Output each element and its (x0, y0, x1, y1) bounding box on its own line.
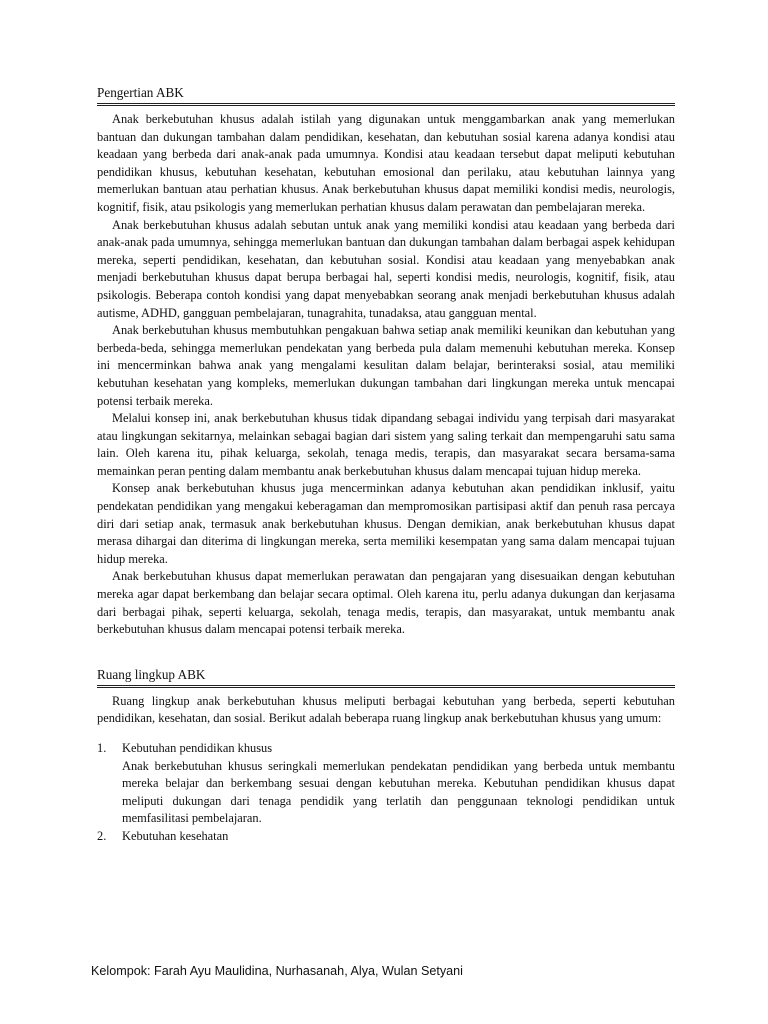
paragraph: Anak berkebutuhan khusus adalah sebutan untuk anak yang memiliki kondisi atau keadaan yang berbeda dari anak-anak pada umumnya, sehingga memerlukan bantuan dan dukungan tambahan dalam berbagai aspek kehidupan mereka, seperti pendidikan, kesehatan, dan kebutuhan sosial. Kondisi atau keadaan yang menyebabkan anak menjadi berkebutuhan khusus dapat berupa berbagai hal, seperti kondisi medis, neurologis, kognitif, fisik, atau psikologis. Beberapa contoh kondisi yang dapat menyebabkan seorang anak menjadi berkebutuhan khusus adalah autisme, ADHD, gangguan pembelajaran, tunagrahita, tunadaksa, atau gangguan mental. (97, 217, 675, 320)
list-item-number: 2. (97, 828, 107, 843)
scope-list (97, 740, 675, 846)
section-heading-pengertian: Pengertian ABK (97, 84, 675, 104)
paragraph: Anak berkebutuhan khusus membutuhkan pengakuan bahwa setiap anak memiliki keunikan dan kebutuhan yang berbeda-beda, sehingga memerlukan pendekatan yang berbeda pula dalam memenuhi kebutuhan mereka. Konsep ini mencerminkan bahwa anak yang mengalami kesulitan dalam belajar, berinteraksi sosial, atau memiliki kebutuhan kesehatan yang kompleks, memerlukan dukungan tambahan dari lingkungan mereka untuk mencapai potensi terbaik mereka. (97, 323, 675, 408)
section-ruang-lingkup (97, 666, 675, 846)
paragraph: Anak berkebutuhan khusus adalah istilah yang digunakan untuk menggambarkan anak yang memerlukan bantuan dan dukungan tambahan dalam pendidikan, kesehatan, dan kebutuhan sosial karena adanya kondisi atau keadaan yang berbeda dari anak-anak pada umumnya. Kondisi atau keadaan tersebut dapat meliputi kebutuhan pendidikan khusus, kebutuhan kesehatan, kebutuhan emosional dan perilaku, atau kebutuhan lainnya yang memerlukan bantuan atau perhatian khusus. Anak berkebutuhan khusus dapat memiliki kondisi medis, neurologis, kognitif, fisik, atau psikologis yang memerlukan perhatian khusus dalam perawatan dan pembelajaran mereka. (97, 112, 675, 214)
list-item (97, 828, 675, 846)
section-body-ruang-lingkup (97, 693, 675, 846)
list-item-number: 1. (97, 741, 107, 755)
section-body-pengertian (97, 111, 675, 639)
paragraph: Konsep anak berkebutuhan khusus juga mencerminkan adanya kebutuhan akan pendidikan inklusif, yaitu pendekatan pendidikan yang mengakui keberagaman dan mempromosikan partisipasi aktif dan penuh rasa percaya diri dari setiap anak, termasuk anak berkebutuhan khusus. Dengan demikian, anak berkebutuhan khusus dapat merasa dihargai dan diterima di lingkungan mereka, serta memiliki kesempatan yang sama dalam mencapai tujuan hidup mereka. (97, 481, 675, 566)
list-item-title: Kebutuhan pendidikan khusus (122, 741, 273, 755)
list-item-title: Kebutuhan kesehatan (122, 828, 229, 843)
footer-group-members: Kelompok: Farah Ayu Maulidina, Nurhasanah, Alya, Wulan Setyani (91, 964, 463, 978)
intro-paragraph: Ruang lingkup anak berkebutuhan khusus meliputi berbagai kebutuhan yang berbeda, seperti kebutuhan pendidikan, kesehatan, dan sosial. Berikut adalah beberapa ruang lingkup anak berkebutuhan khusus yang umum: (97, 693, 675, 726)
document-page (97, 84, 675, 846)
section-heading-ruang-lingkup: Ruang lingkup ABK (97, 666, 675, 686)
paragraph: Melalui konsep ini, anak berkebutuhan khusus tidak dipandang sebagai individu yang terpisah dari masyarakat atau lingkungan sekitarnya, melainkan sebagai bagian dari sistem yang saling terkait dan mempengaruhi satu sama lain. Oleh karena itu, pihak keluarga, sekolah, tenaga medis, terapis, dan masyarakat secara bersama-sama memainkan peran penting dalam membantu anak berkebutuhan khusus dalam mencapai tujuan hidup mereka. (97, 411, 675, 478)
paragraph: Anak berkebutuhan khusus dapat memerlukan perawatan dan pengajaran yang disesuaikan dengan kebutuhan mereka agar dapat berkembang dan belajar secara optimal. Oleh karena itu, perlu adanya dukungan dan kerjasama dari berbagai pihak, seperti keluarga, sekolah, tenaga medis, terapis, dan masyarakat, untuk membantu anak berkebutuhan khusus dalam mencapai potensi terbaik mereka. (97, 569, 675, 637)
list-item-body: Anak berkebutuhan khusus seringkali memerlukan pendekatan pendidikan yang berbeda untuk membantu mereka belajar dan berkembang sesuai dengan kebutuhan mereka. Kebutuhan pendidikan khusus dapat meliputi dukungan dari tenaga pendidik yang terlatih dan penggunaan teknologi pendidikan untuk memfasilitasi pembelajaran. (122, 758, 675, 826)
list-item (97, 740, 675, 828)
